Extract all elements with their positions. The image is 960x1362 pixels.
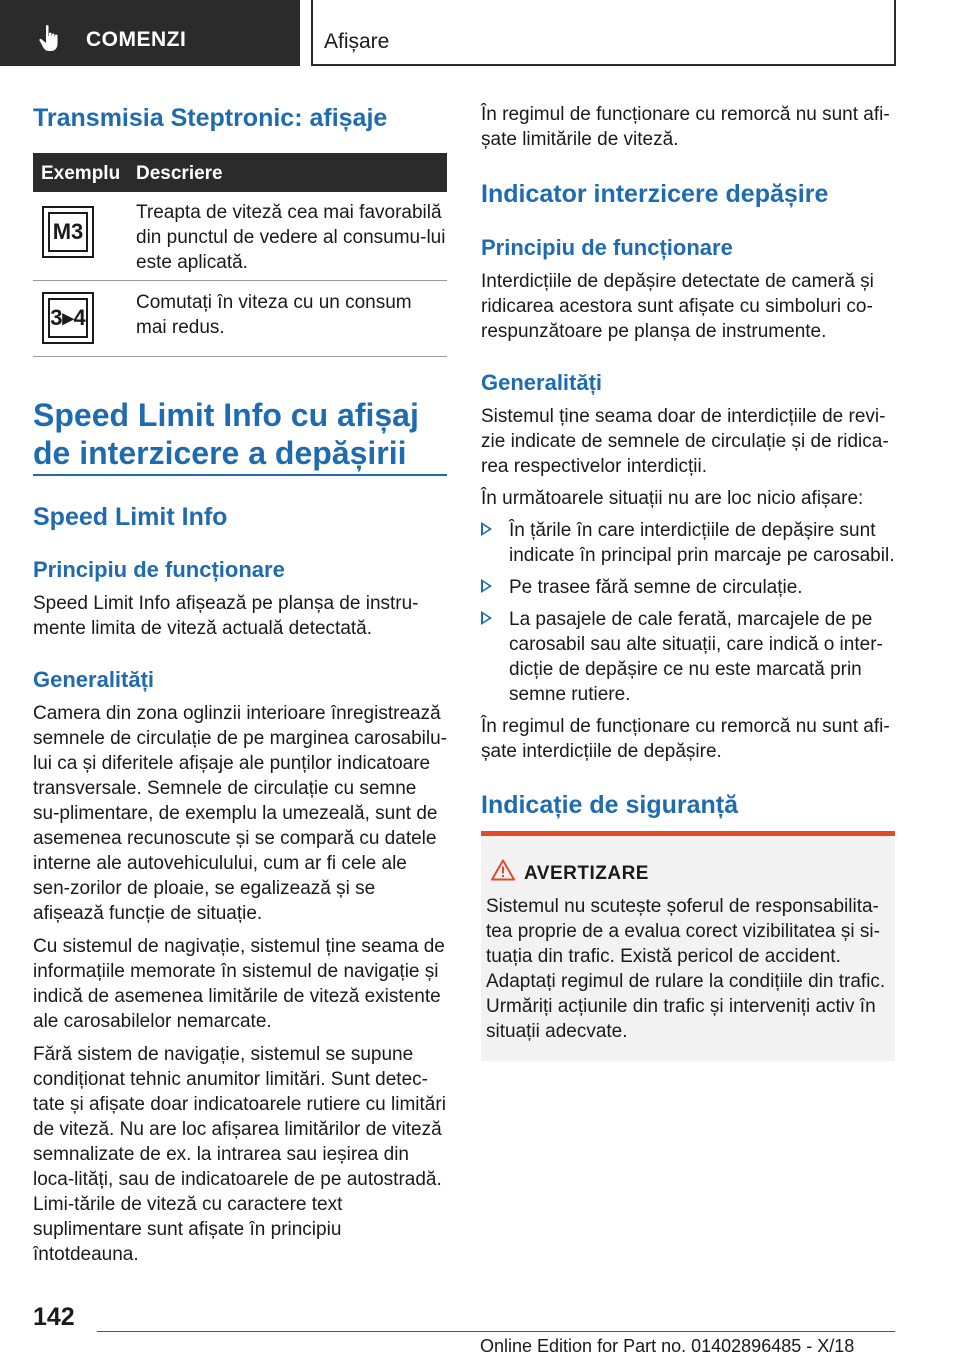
general-text: Sistemul ține seama doar de interdicțiile de revi-zie indicate de semnele de circulație și de ridica-rea respectivelor interdicții. <box>481 406 889 477</box>
principle-text: Speed Limit Info afișează pe planșa de instru-mente limita de viteză actuală detectată. <box>33 593 419 639</box>
footer-rule <box>97 1331 895 1332</box>
general-title: Generalități <box>33 667 155 692</box>
overtaking-title: Indicator interzicere depășire <box>481 180 829 208</box>
table-header-description: Descriere <box>136 163 223 184</box>
table-row <box>33 192 447 281</box>
table-row-text: Comutați în viteza cu un consum mai redus. <box>136 292 412 338</box>
steptronic-title: Transmisia Steptronic: afișaje <box>33 104 388 132</box>
gear-m3-icon <box>42 206 94 258</box>
gear-m3-label: M3 <box>48 212 88 252</box>
warning-triangle-icon <box>491 859 515 881</box>
table-header <box>33 153 447 192</box>
shift-up-label: 3▸4 <box>48 298 88 338</box>
list-item <box>481 607 895 707</box>
trailer-overtaking-text: În regimul de funcționare cu remorcă nu sunt afi-șate interdicțiile de depășire. <box>481 716 890 762</box>
general-paragraph: Camera din zona oglinzii interioare înregistrează semnele de circulație de pe marginea carosabilu-lui ca și diferitele afișaje ale punților indicatoare transversale. Semnele de circulație cu semne su-plimentare, de exemplu la umezeală, sunt de asemenea recunoscute și se compară cu datele interne ale autovehiculului, cum ar fi cele ale sen-zorilor de ploaie, se egalizează și se afișează funcție de situație. <box>33 703 448 924</box>
list-item-text: Pe trasee fără semne de circulație. <box>509 577 803 598</box>
general-paragraph: Fără sistem de navigație, sistemul se supune condiționat tehnic anumitor limitări. Sunt detec-tate și afișate doar indicatoarele rutiere cu limitări de viteză. Nu are loc afișarea limitărilor de viteză semnalizate de ex. la intrarea sau ieșirea din loca-lități, sau de indicatoarele de pe autostradă. Limi-tările de viteză cu caractere text suplimentare sunt afișate în principiu întotdeauna. <box>33 1044 446 1265</box>
principle-text: Interdicțiile de depășire detectate de cameră și ridicarea acestora sunt afișate cu simboluri co-respunzătoare pe planșa de instrumente. <box>481 271 874 342</box>
footer-edition: Online Edition for Part no. 01402896485 - X/18 <box>480 1336 855 1356</box>
list-item <box>481 518 895 568</box>
table-header-example: Exemplu <box>41 163 121 184</box>
principle-title: Principiu de funcționare <box>481 235 733 260</box>
section-tab <box>311 0 896 66</box>
speed-limit-chapter-title: Speed Limit Info cu afișaj de interzicere a depășirii <box>33 397 419 471</box>
bullet-arrow-icon <box>481 579 492 593</box>
warning-title: AVERTIZARE <box>524 863 649 884</box>
speed-limit-info-title: Speed Limit Info <box>33 503 228 531</box>
list-item <box>481 575 895 600</box>
general-title: Generalități <box>481 370 603 395</box>
list-item-text: În țările în care interdicțiile de depășire sunt indicate în principal prin marcaje pe carosabil. <box>509 520 895 566</box>
warning-text: Sistemul nu scutește șoferul de responsabilita-tea proprie de a evalua corect vizibilitatea și si-tuația din trafic. Există pericol de accident. Adaptați regimul de rulare la condițiile din trafic. Urmăriți acțiunile din trafic și interveniți activ în situații adecvate. <box>486 896 886 1042</box>
situations-lead: În următoarele situații nu are loc nicio afișare: <box>481 488 864 509</box>
trailer-speed-text: În regimul de funcționare cu remorcă nu sunt afi-șate limitările de viteză. <box>481 104 890 150</box>
hand-pointer-icon <box>38 24 64 52</box>
chapter-title: COMENZI <box>86 28 187 51</box>
chapter-rule <box>33 474 447 476</box>
general-paragraph: Cu sistemul de nagivație, sistemul ține seama de informațiile memorate în sistemul de navigație și indică de asemenea limitările de viteză existente ale carosabilelor nemarcate. <box>33 936 445 1032</box>
bullet-arrow-icon <box>481 522 492 536</box>
warning-box <box>481 831 895 1061</box>
shift-up-icon <box>42 292 94 344</box>
table-row-text: Treapta de viteză cea mai favorabilă din punctul de vedere al consumu-lui este aplicată. <box>136 202 446 273</box>
bullet-arrow-icon <box>481 611 492 625</box>
principle-title: Principiu de funcționare <box>33 557 285 582</box>
table-row <box>33 281 447 357</box>
list-item-text: La pasajele de cale ferată, marcajele de pe carosabil sau alte situații, care indică o inter-dicție de depășire ce nu este marcată prin semne rutiere. <box>509 609 883 705</box>
section-title: Afișare <box>324 30 390 53</box>
page-number: 142 <box>33 1303 75 1331</box>
safety-title: Indicație de siguranță <box>481 791 739 819</box>
